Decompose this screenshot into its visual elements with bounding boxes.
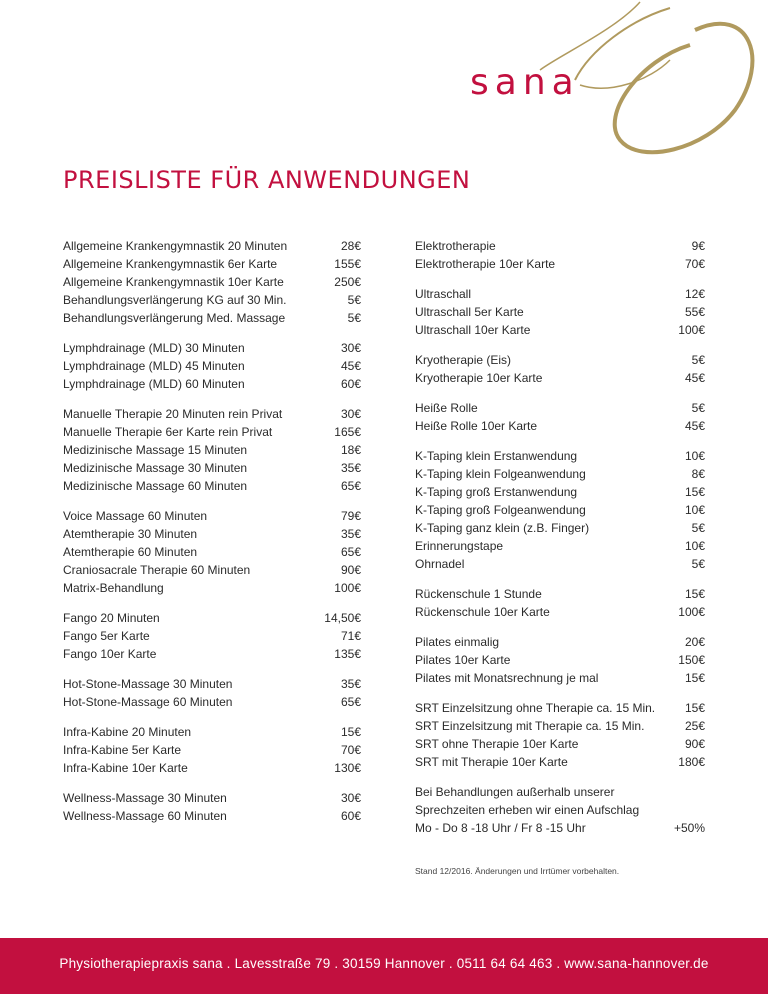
- treatment-price: 90€: [684, 737, 705, 751]
- treatment-name: Atemtherapie 60 Minuten: [63, 545, 198, 559]
- treatment-price: 65€: [340, 479, 361, 493]
- price-group: [63, 405, 361, 495]
- footer-bar: [0, 938, 768, 994]
- price-row: [63, 789, 361, 807]
- treatment-price: 10€: [684, 503, 705, 517]
- price-row: [415, 555, 705, 573]
- treatment-price: 35€: [340, 677, 361, 691]
- surcharge-line3: Mo - Do 8 -18 Uhr / Fr 8 -15 Uhr: [415, 821, 586, 835]
- price-group: [415, 447, 705, 573]
- treatment-name: Heiße Rolle 10er Karte: [415, 419, 538, 433]
- treatment-name: Behandlungsverlängerung Med. Massage: [63, 311, 286, 325]
- price-row: [63, 561, 361, 579]
- price-row: [63, 609, 361, 627]
- treatment-name: K-Taping klein Erstanwendung: [415, 449, 578, 463]
- treatment-price: 70€: [684, 257, 705, 271]
- treatment-name: Hot-Stone-Massage 30 Minuten: [63, 677, 233, 691]
- treatment-price: 15€: [684, 671, 705, 685]
- treatment-price: 5€: [691, 401, 705, 415]
- surcharge-line1: Bei Behandlungen außerhalb unserer: [415, 785, 615, 799]
- price-row: [63, 357, 361, 375]
- treatment-name: Rückenschule 10er Karte: [415, 605, 550, 619]
- price-row: [415, 669, 705, 687]
- price-row: [415, 237, 705, 255]
- price-row: [63, 291, 361, 309]
- treatment-price: 130€: [334, 761, 361, 775]
- treatment-price: 5€: [347, 293, 361, 307]
- surcharge-line: [415, 783, 705, 801]
- treatment-name: Ohrnadel: [415, 557, 465, 571]
- treatment-name: K-Taping groß Erstanwendung: [415, 485, 578, 499]
- treatment-name: K-Taping ganz klein (z.B. Finger): [415, 521, 590, 535]
- treatment-price: 30€: [340, 791, 361, 805]
- treatment-name: Wellness-Massage 30 Minuten: [63, 791, 227, 805]
- brand-name: sana: [470, 62, 580, 103]
- treatment-name: Wellness-Massage 60 Minuten: [63, 809, 227, 823]
- price-group: [63, 609, 361, 663]
- treatment-price: 10€: [684, 449, 705, 463]
- treatment-price: 79€: [340, 509, 361, 523]
- price-row: [415, 537, 705, 555]
- surcharge-line: [415, 819, 705, 837]
- surcharge-line: [415, 801, 705, 819]
- treatment-name: Infra-Kabine 20 Minuten: [63, 725, 192, 739]
- treatment-price: 90€: [340, 563, 361, 577]
- price-group: [415, 585, 705, 621]
- price-row: [415, 633, 705, 651]
- logo: [0, 0, 768, 170]
- treatment-name: Elektrotherapie 10er Karte: [415, 257, 556, 271]
- treatment-name: Allgemeine Krankengymnastik 6er Karte: [63, 257, 278, 271]
- treatment-name: Elektrotherapie: [415, 239, 496, 253]
- treatment-price: 28€: [340, 239, 361, 253]
- treatment-price: 5€: [347, 311, 361, 325]
- treatment-name: Fango 20 Minuten: [63, 611, 160, 625]
- price-row: [63, 507, 361, 525]
- price-groups-right: [415, 237, 705, 771]
- treatment-price: 150€: [678, 653, 705, 667]
- price-row: [63, 525, 361, 543]
- price-group: [415, 285, 705, 339]
- treatment-name: Lymphdrainage (MLD) 60 Minuten: [63, 377, 245, 391]
- treatment-price: 165€: [334, 425, 361, 439]
- treatment-name: Lymphdrainage (MLD) 45 Minuten: [63, 359, 245, 373]
- treatment-name: Hot-Stone-Massage 60 Minuten: [63, 695, 233, 709]
- treatment-price: 70€: [340, 743, 361, 757]
- price-group: [415, 699, 705, 771]
- treatment-name: Atemtherapie 30 Minuten: [63, 527, 198, 541]
- price-row: [415, 399, 705, 417]
- price-row: [415, 753, 705, 771]
- price-row: [415, 519, 705, 537]
- price-column-right: [415, 237, 705, 837]
- treatment-name: Matrix-Behandlung: [63, 581, 164, 595]
- price-row: [63, 543, 361, 561]
- price-row: [415, 483, 705, 501]
- treatment-price: 14,50€: [324, 611, 361, 625]
- treatment-name: Pilates einmalig: [415, 635, 500, 649]
- price-row: [63, 579, 361, 597]
- treatment-price: 5€: [691, 557, 705, 571]
- treatment-name: Pilates 10er Karte: [415, 653, 511, 667]
- treatment-name: K-Taping groß Folgeanwendung: [415, 503, 586, 517]
- treatment-price: 155€: [334, 257, 361, 271]
- price-row: [63, 807, 361, 825]
- treatment-price: 45€: [684, 371, 705, 385]
- price-group: [415, 399, 705, 435]
- treatment-name: SRT Einzelsitzung mit Therapie ca. 15 Min.: [415, 719, 645, 733]
- treatment-price: 100€: [678, 323, 705, 337]
- price-row: [63, 237, 361, 255]
- treatment-price: 20€: [684, 635, 705, 649]
- treatment-name: SRT Einzelsitzung ohne Therapie ca. 15 Min.: [415, 701, 656, 715]
- price-row: [415, 351, 705, 369]
- treatment-price: 45€: [684, 419, 705, 433]
- price-row: [415, 603, 705, 621]
- treatment-name: Medizinische Massage 30 Minuten: [63, 461, 248, 475]
- price-row: [63, 423, 361, 441]
- price-row: [63, 459, 361, 477]
- treatment-name: Erinnerungstape: [415, 539, 504, 553]
- treatment-price: 45€: [340, 359, 361, 373]
- treatment-price: 25€: [684, 719, 705, 733]
- treatment-price: 10€: [684, 539, 705, 553]
- price-row: [415, 717, 705, 735]
- treatment-price: 71€: [340, 629, 361, 643]
- treatment-name: Behandlungsverlängerung KG auf 30 Min.: [63, 293, 287, 307]
- price-group: [63, 723, 361, 777]
- price-row: [415, 285, 705, 303]
- price-row: [63, 441, 361, 459]
- treatment-name: Kryotherapie (Eis): [415, 353, 512, 367]
- price-column-left: [63, 237, 361, 837]
- treatment-name: Craniosacrale Therapie 60 Minuten: [63, 563, 251, 577]
- treatment-name: Ultraschall: [415, 287, 472, 301]
- treatment-name: Lymphdrainage (MLD) 30 Minuten: [63, 341, 245, 355]
- treatment-price: 15€: [684, 701, 705, 715]
- price-row: [63, 693, 361, 711]
- treatment-name: Manuelle Therapie 20 Minuten rein Privat: [63, 407, 283, 421]
- page-title: PREISLISTE FÜR ANWENDUNGEN: [63, 166, 471, 194]
- treatment-price: 60€: [340, 809, 361, 823]
- treatment-price: 65€: [340, 545, 361, 559]
- price-row: [415, 735, 705, 753]
- treatment-name: Medizinische Massage 15 Minuten: [63, 443, 248, 457]
- price-group: [63, 675, 361, 711]
- footer-contact: Physiotherapiepraxis sana . Lavesstraße 79 . 30159 Hannover . 0511 64 64 463 . www.sana-hannover.de: [59, 956, 709, 971]
- treatment-name: Heiße Rolle: [415, 401, 478, 415]
- price-row: [63, 627, 361, 645]
- treatment-name: Pilates mit Monatsrechnung je mal: [415, 671, 599, 685]
- treatment-price: 9€: [691, 239, 705, 253]
- treatment-price: 55€: [684, 305, 705, 319]
- price-row: [415, 699, 705, 717]
- price-row: [63, 339, 361, 357]
- treatment-name: Infra-Kabine 5er Karte: [63, 743, 182, 757]
- treatment-price: 65€: [340, 695, 361, 709]
- price-row: [415, 447, 705, 465]
- treatment-name: SRT mit Therapie 10er Karte: [415, 755, 568, 769]
- treatment-name: Medizinische Massage 60 Minuten: [63, 479, 248, 493]
- treatment-name: Allgemeine Krankengymnastik 10er Karte: [63, 275, 284, 289]
- treatment-name: Kryotherapie 10er Karte: [415, 371, 543, 385]
- treatment-name: SRT ohne Therapie 10er Karte: [415, 737, 579, 751]
- treatment-name: Manuelle Therapie 6er Karte rein Privat: [63, 425, 273, 439]
- price-row: [63, 309, 361, 327]
- price-row: [415, 255, 705, 273]
- price-row: [415, 585, 705, 603]
- price-row: [415, 303, 705, 321]
- treatment-price: 100€: [678, 605, 705, 619]
- price-row: [63, 255, 361, 273]
- price-group: [415, 633, 705, 687]
- surcharge-price: +50%: [673, 821, 705, 835]
- treatment-name: Fango 5er Karte: [63, 629, 150, 643]
- price-row: [415, 651, 705, 669]
- treatment-price: 250€: [334, 275, 361, 289]
- price-group: [63, 789, 361, 825]
- treatment-price: 5€: [691, 521, 705, 535]
- treatment-name: Infra-Kabine 10er Karte: [63, 761, 188, 775]
- price-row: [63, 675, 361, 693]
- price-row: [415, 321, 705, 339]
- surcharge-block: [415, 783, 705, 837]
- treatment-price: 18€: [340, 443, 361, 457]
- disclaimer-note: Stand 12/2016. Änderungen und Irrtümer vorbehalten.: [415, 866, 620, 876]
- treatment-name: Ultraschall 10er Karte: [415, 323, 531, 337]
- price-row: [63, 759, 361, 777]
- treatment-price: 15€: [340, 725, 361, 739]
- treatment-price: 15€: [684, 587, 705, 601]
- price-row: [63, 405, 361, 423]
- price-row: [63, 741, 361, 759]
- treatment-name: Ultraschall 5er Karte: [415, 305, 524, 319]
- price-row: [63, 477, 361, 495]
- treatment-price: 30€: [340, 341, 361, 355]
- treatment-name: Voice Massage 60 Minuten: [63, 509, 208, 523]
- surcharge-line2: Sprechzeiten erheben wir einen Aufschlag: [415, 803, 640, 817]
- treatment-name: K-Taping klein Folgeanwendung: [415, 467, 586, 481]
- treatment-price: 8€: [691, 467, 705, 481]
- price-row: [63, 645, 361, 663]
- treatment-price: 35€: [340, 527, 361, 541]
- price-group: [63, 237, 361, 327]
- price-row: [415, 501, 705, 519]
- price-row: [63, 375, 361, 393]
- treatment-price: 30€: [340, 407, 361, 421]
- price-group: [63, 339, 361, 393]
- price-row: [63, 273, 361, 291]
- price-group: [63, 507, 361, 597]
- treatment-name: Rückenschule 1 Stunde: [415, 587, 542, 601]
- treatment-price: 180€: [678, 755, 705, 769]
- price-row: [415, 417, 705, 435]
- treatment-price: 35€: [340, 461, 361, 475]
- treatment-name: Fango 10er Karte: [63, 647, 157, 661]
- price-row: [415, 465, 705, 483]
- price-row: [63, 723, 361, 741]
- treatment-price: 12€: [684, 287, 705, 301]
- treatment-price: 15€: [684, 485, 705, 499]
- treatment-price: 135€: [334, 647, 361, 661]
- price-row: [415, 369, 705, 387]
- price-group: [415, 237, 705, 273]
- price-group: [415, 351, 705, 387]
- treatment-name: Allgemeine Krankengymnastik 20 Minuten: [63, 239, 288, 253]
- treatment-price: 5€: [691, 353, 705, 367]
- treatment-price: 100€: [334, 581, 361, 595]
- treatment-price: 60€: [340, 377, 361, 391]
